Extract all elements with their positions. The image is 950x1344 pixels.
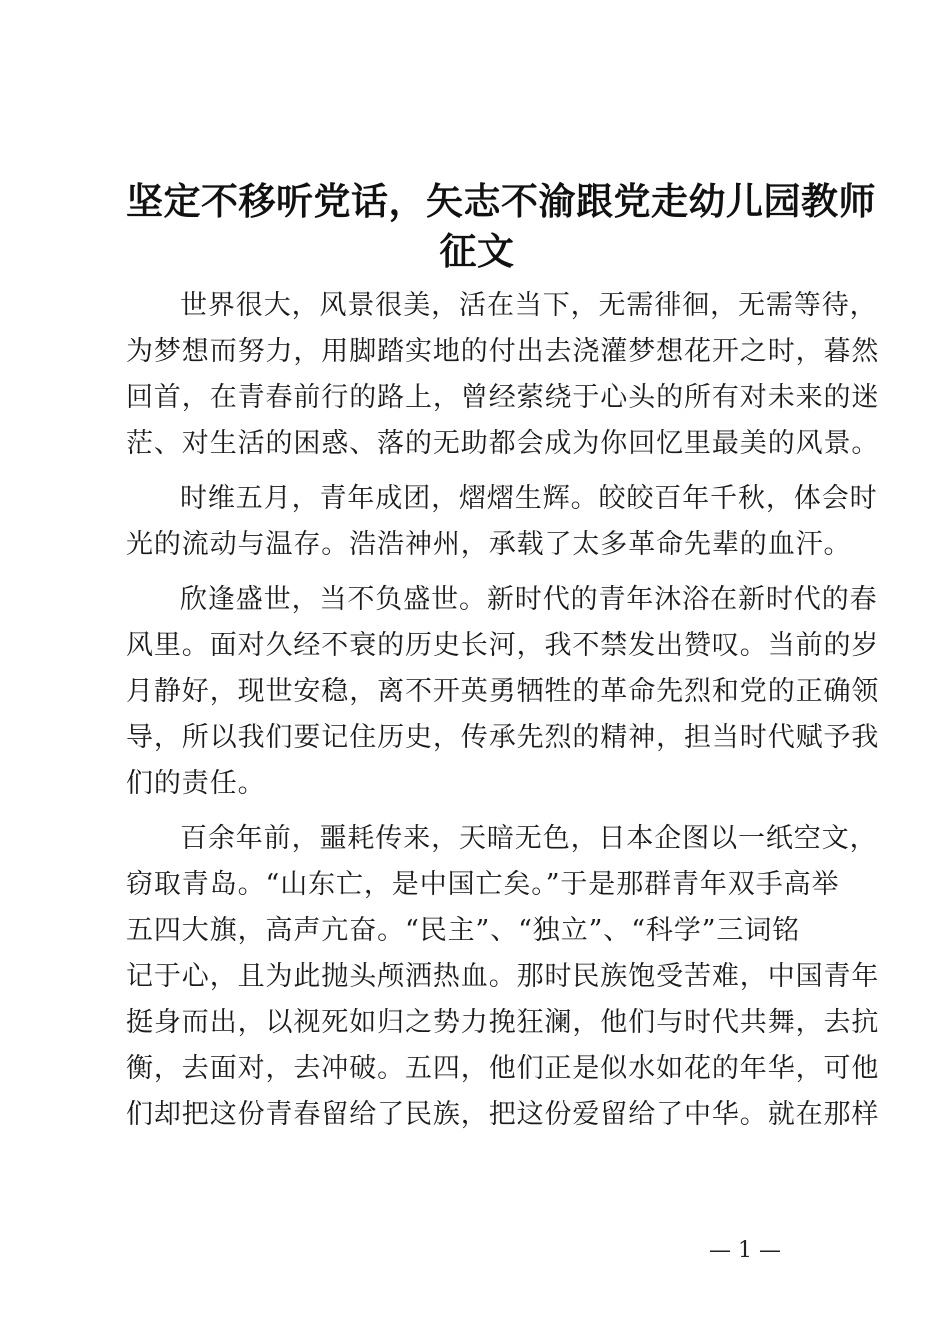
paragraph-line: 风里。面对久经不衰的历史长河，我不禁发出赞叹。当前的岁 xyxy=(126,630,880,661)
page-number: — 1 — xyxy=(709,1238,781,1263)
paragraph-line: 茫、对生活的困惑、落的无助都会成为你回忆里最美的风景。 xyxy=(126,428,880,459)
paragraph-1 xyxy=(126,283,880,467)
paragraph-line: 衡，去面对，去冲破。五四，他们正是似水如花的年华，可他 xyxy=(126,1053,880,1084)
paragraph-line: 世界很大，风景很美，活在当下，无需徘徊，无需等待， xyxy=(180,290,878,321)
paragraph-line: 为梦想而努力，用脚踏实地的付出去浇灌梦想花开之时，暮然 xyxy=(126,336,880,367)
title-line-2: 征文 xyxy=(439,229,515,273)
paragraph-line: 百余年前，噩耗传来，天暗无色，日本企图以一纸空文， xyxy=(180,823,878,854)
paragraph-line: 月静好，现世安稳，离不开英勇牺牲的革命先烈和党的正确领 xyxy=(126,676,880,707)
paragraph-line: 挺身而出，以视死如归之势力挽狂澜，他们与时代共舞，去抗 xyxy=(126,1007,880,1038)
paragraph-line: 窃取青岛。“山东亡，是中国亡矣。”于是那群青年双手高举 xyxy=(126,869,840,900)
paragraph-line: 时维五月，青年成团，熠熠生辉。皎皎百年千秋，体会时 xyxy=(180,483,878,514)
paragraph-line: 回首，在青春前行的路上，曾经萦绕于心头的所有对未来的迷 xyxy=(126,382,880,413)
paragraph-4 xyxy=(126,816,880,1138)
paragraph-2 xyxy=(126,476,878,568)
paragraph-line: 记于心，且为此抛头颅洒热血。那时民族饱受苦难，中国青年 xyxy=(126,961,880,992)
paragraph-3 xyxy=(126,577,880,807)
paragraph-line: 五四大旗，高声亢奋。“民主”、“独立”、“科学”三词铭 xyxy=(126,915,801,946)
paragraph-line: 们的责任。 xyxy=(126,768,266,799)
document-body xyxy=(126,283,880,1147)
document-title xyxy=(126,176,876,276)
paragraph-line: 导，所以我们要记住历史，传承先烈的精神，担当时代赋予我 xyxy=(126,722,880,753)
paragraph-line: 们却把这份青春留给了民族，把这份爱留给了中华。就在那样 xyxy=(126,1099,880,1130)
paragraph-line: 欣逢盛世，当不负盛世。新时代的青年沐浴在新时代的春 xyxy=(180,584,878,615)
title-line-1: 坚定不移听党话，矢志不渝跟党走幼儿园教师 xyxy=(126,179,876,223)
paragraph-line: 光的流动与温存。浩浩神州，承载了太多革命先辈的血汗。 xyxy=(126,529,852,560)
